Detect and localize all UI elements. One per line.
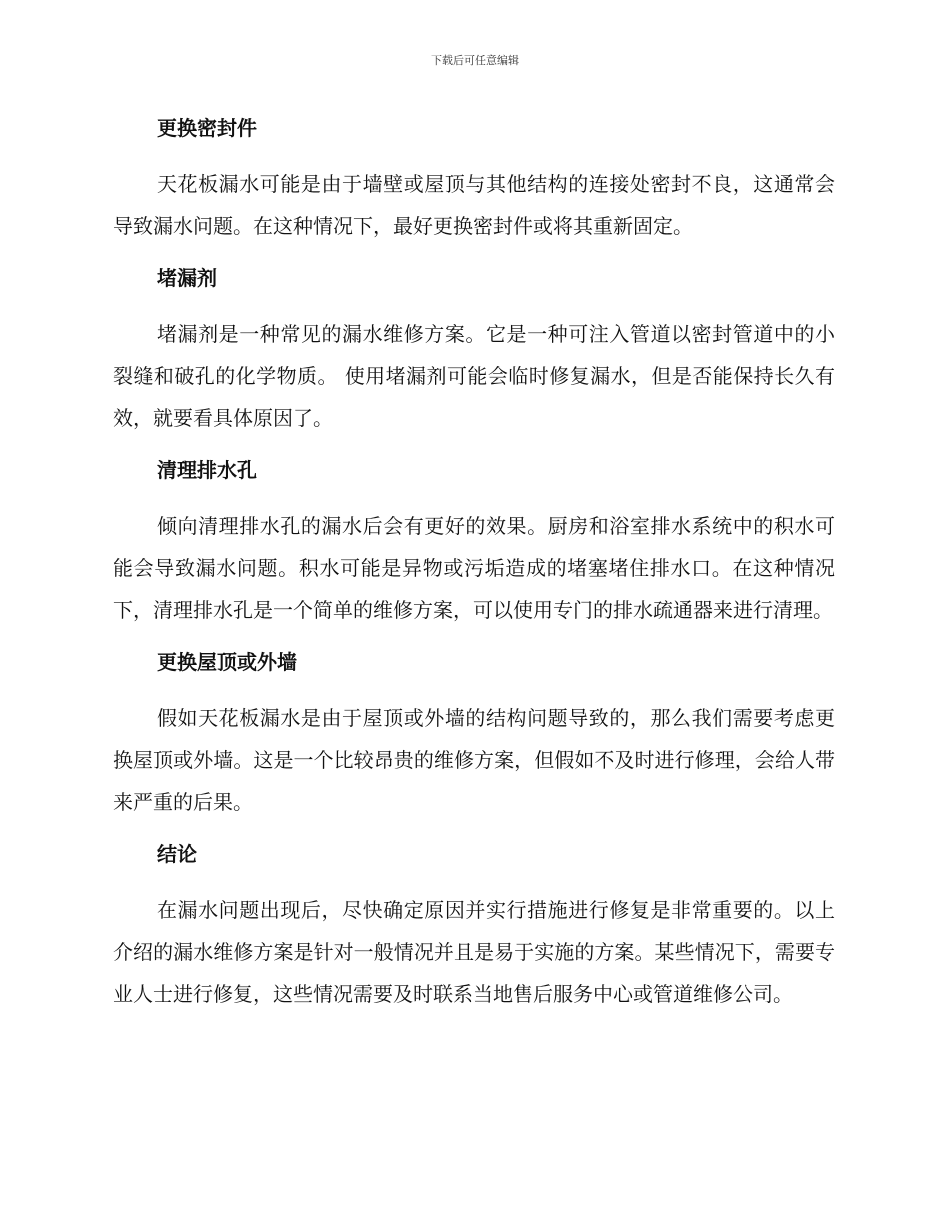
page-header: 下载后可任意编辑 bbox=[431, 54, 519, 67]
section-paragraph: 倾向清理排水孔的漏水后会有更好的效果。厨房和浴室排水系统中的积水可能会导致漏水问题。积水可能是异物或污垢造成的堵塞堵住排水口。在这种情况下，清理排水孔是一个简单的维修方案，可以使用专门的排水疏通器来进行清理。 bbox=[113, 514, 835, 622]
section-heading: 清理排水孔 bbox=[157, 458, 257, 482]
document-body bbox=[113, 110, 835, 1015]
section-replace-roof bbox=[113, 644, 835, 836]
section-replace-seal bbox=[113, 110, 835, 260]
section-paragraph: 天花板漏水可能是由于墙壁或屋顶与其他结构的连接处密封不良，这通常会导致漏水问题。在这种情况下，最好更换密封件或将其重新固定。 bbox=[113, 172, 835, 238]
section-heading: 结论 bbox=[157, 842, 197, 866]
section-paragraph: 堵漏剂是一种常见的漏水维修方案。它是一种可注入管道以密封管道中的小裂缝和破孔的化学物质。 使用堵漏剂可能会临时修复漏水，但是否能保持长久有效，就要看具体原因了。 bbox=[113, 322, 835, 430]
section-conclusion bbox=[113, 836, 835, 1015]
section-heading: 更换屋顶或外墙 bbox=[157, 650, 297, 674]
section-paragraph: 假如天花板漏水是由于屋顶或外墙的结构问题导致的，那么我们需要考虑更换屋顶或外墙。这是一个比较昂贵的维修方案，但假如不及时进行修理，会给人带来严重的后果。 bbox=[113, 706, 835, 814]
section-heading: 堵漏剂 bbox=[157, 266, 217, 290]
section-paragraph: 在漏水问题出现后，尽快确定原因并实行措施进行修复是非常重要的。以上介绍的漏水维修方案是针对一般情况并且是易于实施的方案。某些情况下，需要专业人士进行修复，这些情况需要及时联系当地售后服务中心或管道维修公司。 bbox=[113, 898, 835, 1006]
section-leak-sealant bbox=[113, 260, 835, 452]
section-heading: 更换密封件 bbox=[157, 116, 257, 140]
section-clean-drain bbox=[113, 452, 835, 644]
